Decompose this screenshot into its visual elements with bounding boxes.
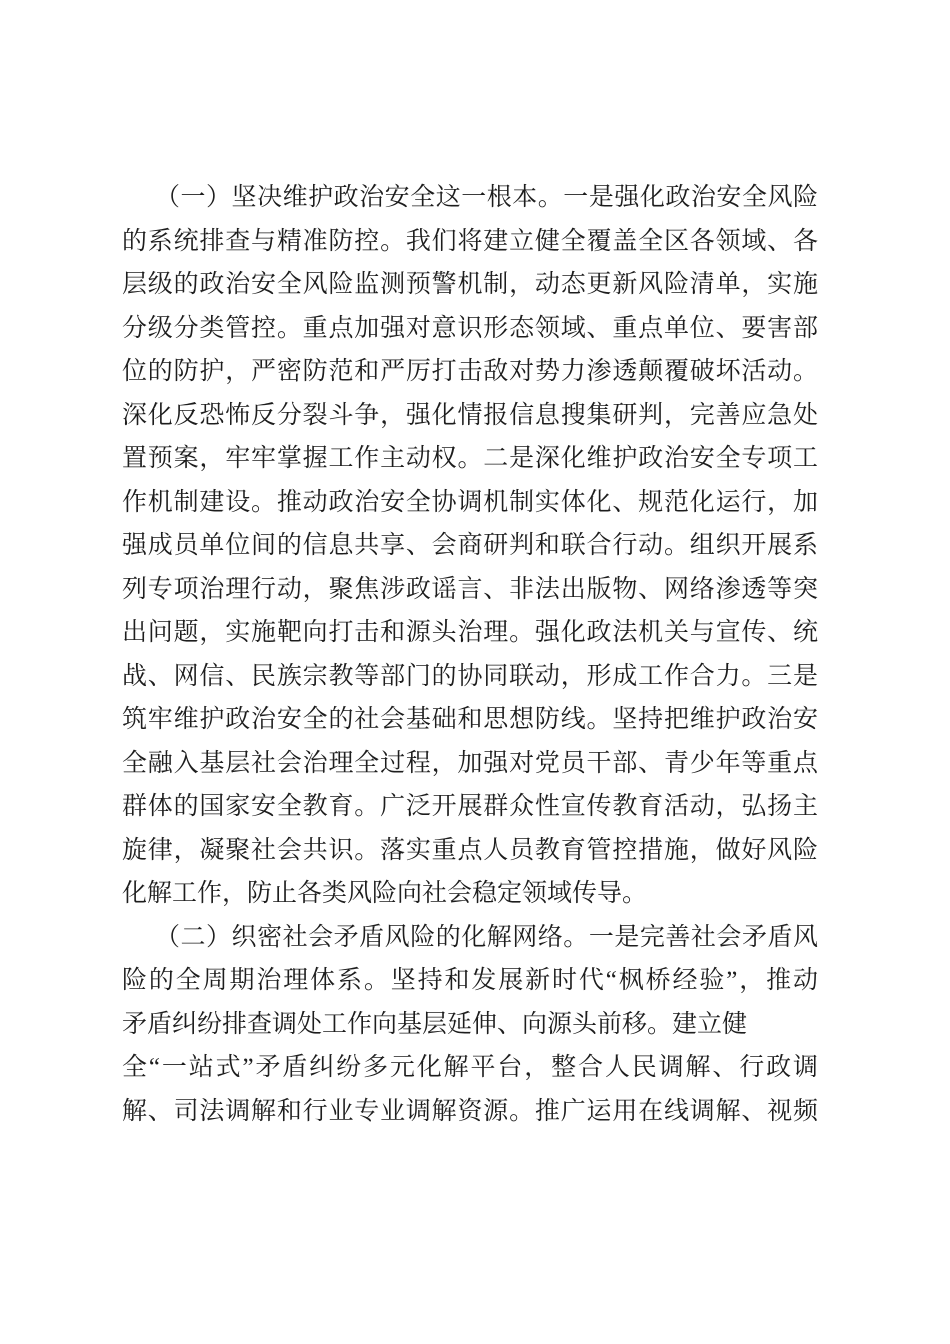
- paragraph-2: [122, 916, 818, 1134]
- text-line: 出问题，实施靶向打击和源头治理。强化政法机关与宣传、统: [122, 619, 818, 646]
- text-line: 筑牢维护政治安全的社会基础和思想防线。坚持把维护政治安: [122, 706, 818, 733]
- text-line: 全融入基层社会治理全过程，加强对党员干部、青少年等重点: [122, 749, 818, 777]
- paragraph-1: [122, 176, 818, 916]
- text-line: 险的全周期治理体系。坚持和发展新时代“枫桥经验”，推动: [122, 967, 818, 994]
- text-line: 作机制建设。推动政治安全协调机制实体化、规范化运行，加: [122, 488, 818, 516]
- text-line: 旋律，凝聚社会共识。落实重点人员教育管控措施，做好风险: [122, 836, 818, 864]
- text-line: 的系统排查与精准防控。我们将建立健全覆盖全区各领域、各: [122, 227, 818, 255]
- text-line: （二）织密社会矛盾风险的化解网络。一是完善社会矛盾风: [155, 923, 818, 951]
- text-line: 全“一站式”矛盾纠纷多元化解平台，整合人民调解、行政调: [122, 1054, 818, 1081]
- text-line: 深化反恐怖反分裂斗争，强化情报信息搜集研判，完善应急处: [122, 401, 818, 429]
- text-line: 解、司法调解和行业专业调解资源。推广运用在线调解、视频: [122, 1097, 818, 1125]
- text-line: 群体的国家安全教育。广泛开展群众性宣传教育活动，弘扬主: [122, 793, 818, 820]
- text-line: 列专项治理行动，聚焦涉政谣言、非法出版物、网络渗透等突: [122, 575, 818, 603]
- text-line: 化解工作，防止各类风险向社会稳定领域传导。: [122, 880, 648, 907]
- text-line: 分级分类管控。重点加强对意识形态领域、重点单位、要害部: [122, 314, 818, 342]
- text-line: （一）坚决维护政治安全这一根本。一是强化政治安全风险: [155, 184, 818, 211]
- text-line: 位的防护，严密防范和严厉打击敌对势力渗透颠覆破坏活动。: [122, 358, 818, 385]
- text-line: 矛盾纠纷排查调处工作向基层延伸、向源头前移。建立健: [122, 1010, 748, 1038]
- text-line: 层级的政治安全风险监测预警机制，动态更新风险清单，实施: [122, 271, 818, 298]
- text-line: 战、网信、民族宗教等部门的协同联动，形成工作合力。三是: [122, 662, 818, 690]
- text-block: [122, 176, 818, 1133]
- text-line: 强成员单位间的信息共享、会商研判和联合行动。组织开展系: [122, 532, 818, 559]
- text-line: 置预案，牢牢掌握工作主动权。二是深化维护政治安全专项工: [122, 445, 818, 472]
